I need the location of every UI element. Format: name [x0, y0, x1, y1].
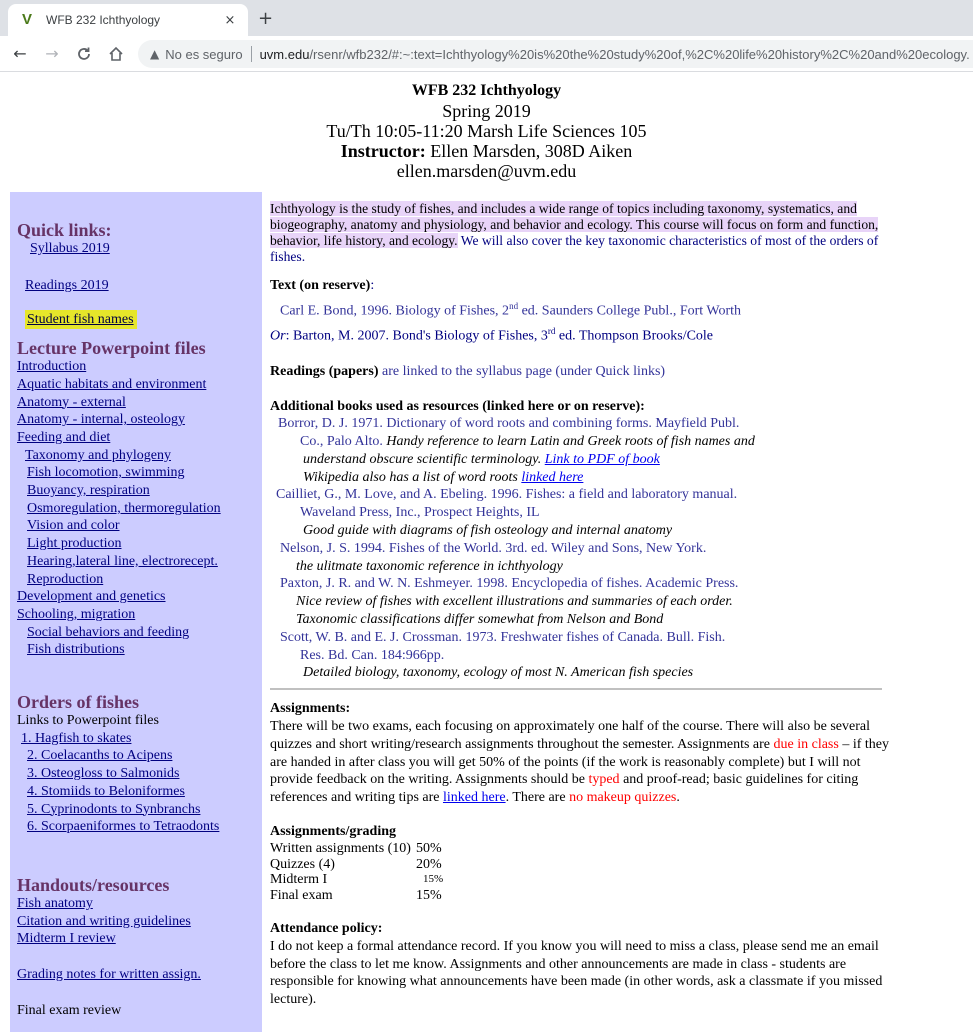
no-makeup-emphasis: no makeup quizzes: [569, 790, 677, 806]
course-title: WFB 232 Ichthyology: [411, 82, 562, 99]
ref-cailliet: Cailliet, G., M. Love, and A. Ebeling. 1996. Fishes: a field and laboratory manual.: [276, 487, 738, 503]
reload-icon[interactable]: [70, 40, 98, 68]
new-tab-button[interactable]: +: [258, 8, 274, 29]
section-divider: [270, 688, 882, 690]
instructor-label: Instructor:: [340, 141, 426, 161]
warning-icon: ▲: [150, 47, 160, 61]
url-host: uvm.edu: [259, 46, 310, 62]
superscript: nd: [509, 300, 519, 311]
assignments-text-4: . There are: [505, 790, 570, 806]
lecture-link[interactable]: Reproduction: [27, 571, 104, 587]
main-content: [270, 192, 890, 1009]
browser-toolbar: [0, 36, 973, 72]
grading-heading: Assignments/grading: [270, 824, 397, 840]
table-row: [270, 857, 443, 873]
readings-rest: are linked to the syllabus page (under Quick links): [378, 363, 666, 379]
ref-borror-note-2: [270, 451, 890, 469]
address-bar[interactable]: [138, 40, 973, 68]
readings-bold: Readings (papers): [270, 363, 379, 379]
instructor-email: ellen.marsden@uvm.edu: [396, 161, 577, 181]
ref-scott-note: Detailed biology, taxonomy, ecology of most N. American fish species: [303, 665, 694, 681]
lecture-link[interactable]: Development and genetics: [17, 589, 166, 605]
attendance-text: I do not keep a formal attendance record. If you know you will need to miss a class, please send me an email before the class to let me know. Assignments and other announcements are made in class - students are responsible for knowing what announcements have been made (in other words, ask a classmate if you missed lecture).: [270, 938, 883, 1008]
handout-link-final-review[interactable]: Final exam review: [17, 1002, 122, 1018]
reference-list: [270, 415, 890, 682]
ref-wikipedia-note: [270, 469, 890, 487]
orders-heading: Orders of fishes: [17, 692, 139, 713]
back-arrow-icon[interactable]: ←: [13, 44, 27, 63]
student-fish-names-wrapper: [17, 310, 262, 329]
quick-links-heading: Quick links:: [17, 220, 112, 240]
lecture-link[interactable]: Fish locomotion, swimming: [27, 465, 185, 481]
grading-percent: 15%: [415, 888, 442, 904]
link-writing-guidelines[interactable]: linked here: [442, 790, 506, 806]
orders-list: [17, 730, 262, 836]
or-label: Or: [270, 328, 286, 344]
ref-paxton-note-2: Taxonomic classifications differ somewhat from Nelson and Bond: [296, 612, 664, 628]
grading-percent: 20%: [415, 856, 442, 872]
order-link[interactable]: 4. Stomiids to Beloniformes: [27, 783, 185, 799]
lecture-link[interactable]: Feeding and diet: [17, 429, 111, 445]
lecture-link[interactable]: Hearing,lateral line, electrorecept.: [27, 553, 218, 569]
additional-books-heading: Additional books used as resources (linked here or on reserve):: [270, 398, 645, 414]
ref-cailliet-cont: Waveland Press, Inc., Prospect Heights, IL: [300, 505, 540, 521]
ref-borror-note: Handy reference to learn Latin and Greek roots of fish names and: [386, 434, 755, 450]
sidebar-link-readings[interactable]: Readings 2019: [25, 277, 109, 293]
grading-item: Quizzes (4): [270, 856, 335, 872]
lecture-link[interactable]: Vision and color: [27, 518, 120, 534]
assignments-text-2: – if they are handed in after class you will get 50% of the points (if the work is reasonably complete) but I will not provide feedback on the writing. Assignments should be: [270, 736, 889, 788]
textbook-barton-publisher: ed. Thompson Brooks/Cole: [555, 328, 714, 344]
tab-strip: [0, 0, 973, 36]
lecture-link[interactable]: Schooling, migration: [17, 606, 136, 622]
order-link[interactable]: 1. Hagfish to skates: [21, 730, 132, 746]
ref-cailliet-note: Good guide with diagrams of fish osteology and internal anatomy: [303, 523, 673, 539]
sidebar-link-student-fish-names[interactable]: Student fish names: [25, 310, 137, 329]
lecture-link[interactable]: Fish distributions: [27, 642, 125, 658]
home-glyph-icon: [108, 46, 124, 62]
lecture-list: [17, 358, 262, 659]
course-schedule: Tu/Th 10:05-11:20 Marsh Life Sciences 105: [326, 121, 647, 141]
grading-item: Final exam: [270, 888, 333, 904]
instructor-line: [0, 141, 973, 161]
table-row: [270, 841, 443, 857]
sidebar-link-syllabus[interactable]: Syllabus 2019: [30, 241, 110, 256]
handout-link-grading-notes[interactable]: Grading notes for written assign.: [17, 967, 201, 983]
handout-link-midterm-review[interactable]: Midterm I review: [17, 931, 116, 947]
text-heading-colon: :: [370, 278, 375, 293]
page-layout: [0, 192, 973, 1032]
handout-link-fish-anatomy[interactable]: Fish anatomy: [17, 895, 93, 911]
lecture-link[interactable]: Anatomy - internal, osteology: [17, 412, 185, 428]
url-path: /rsenr/wfb232/#:~:text=Ichthyology%20is%20the%20study%20of,%2C%20life%20history%2C%20and%20ecology.: [309, 46, 970, 62]
lecture-link[interactable]: Light production: [27, 536, 122, 552]
omnibox-divider: [251, 46, 252, 62]
handouts-heading: Handouts/resources: [17, 874, 170, 895]
order-link[interactable]: 5. Cyprinodonts to Synbranchs: [27, 801, 201, 817]
ref-scott: Scott, W. B. and E. J. Crossman. 1973. Freshwater fishes of Canada. Bull. Fish.: [280, 629, 726, 645]
course-term: Spring 2019: [442, 101, 531, 121]
link-word-roots[interactable]: linked here: [521, 469, 584, 485]
close-tab-icon[interactable]: ×: [224, 12, 236, 28]
ref-nelson-note: the ulitmate taxonomic reference in ichthyology: [296, 558, 563, 574]
course-description: [270, 201, 890, 265]
order-link[interactable]: 6. Scorpaeniformes to Tetraodonts: [27, 819, 220, 835]
order-link[interactable]: 2. Coelacanths to Acipens: [27, 748, 173, 764]
assignments-text: [270, 718, 890, 807]
ref-borror: Borror, D. J. 1971. Dictionary of word roots and combining forms. Mayfield Publ.: [278, 416, 740, 432]
table-row: [270, 872, 443, 888]
assignments-text-5: .: [676, 790, 680, 806]
lecture-link[interactable]: Anatomy - external: [17, 394, 126, 410]
textbook-bond: [270, 298, 890, 320]
tab-title: WFB 232 Ichthyology: [46, 13, 161, 27]
url-text[interactable]: [260, 47, 970, 62]
wikipedia-note-text: Wikipedia also has a list of word roots: [303, 469, 522, 485]
browser-tab[interactable]: [8, 4, 248, 36]
ref-nelson: Nelson, J. S. 1994. Fishes of the World. 3rd. ed. Wiley and Sons, New York.: [280, 540, 707, 556]
handout-link-citation-guidelines[interactable]: Citation and writing guidelines: [17, 913, 191, 929]
grading-percent: 50%: [415, 840, 442, 856]
link-pdf-of-book[interactable]: Link to PDF of book: [544, 451, 660, 467]
home-icon[interactable]: [102, 40, 130, 68]
typed-emphasis: typed: [588, 772, 620, 788]
grading-item: Written assignments (10): [270, 840, 411, 856]
page-header: [0, 72, 973, 192]
lecture-link[interactable]: Buoyancy, respiration: [27, 483, 150, 499]
text-heading: Text (on reserve): [270, 278, 371, 293]
textbook-bond-text: Carl E. Bond, 1996. Biology of Fishes, 2: [280, 303, 510, 319]
ref-paxton-note: Nice review of fishes with excellent illustrations and summaries of each order.: [296, 594, 733, 610]
textbook-bond-publisher: ed. Saunders College Publ., Fort Worth: [518, 303, 742, 319]
due-in-class-emphasis: due in class: [773, 736, 839, 752]
lecture-link[interactable]: Aquatic habitats and environment: [17, 376, 207, 392]
grading-percent: 15%: [422, 873, 444, 886]
description-rest: We will also cover the key taxonomic characteristics of most of the orders of fishes.: [270, 233, 879, 264]
textbook-barton-text: : Barton, M. 2007. Bond's Biology of Fishes, 3: [285, 328, 548, 344]
ref-paxton: Paxton, J. R. and W. N. Eshmeyer. 1998. Encyclopedia of fishes. Academic Press.: [280, 576, 739, 592]
lecture-link[interactable]: Social behaviors and feeding: [27, 624, 190, 640]
ref-borror-note-text: understand obscure scientific terminology.: [303, 451, 545, 467]
not-secure-label[interactable]: No es seguro: [165, 46, 243, 62]
lecture-link[interactable]: Introduction: [17, 359, 87, 375]
reload-glyph-icon: [76, 46, 92, 62]
assignments-heading: Assignments:: [270, 701, 351, 717]
highlighted-text-fragment: Ichthyology is the study of fishes, and includes a wide range of topics including taxonomy, systematics, and biogeography, anatomy and physiology, and behavior and ecology. This course will focus on form and function, behavior, life history, and ecology.: [270, 201, 879, 248]
uvm-favicon-icon: V: [22, 11, 33, 28]
readings-note: [270, 363, 890, 381]
assignments-text-1: There will be two exams, each focusing on approximately one half of the course. There will also be several quizzes and short writing/research assignments throughout the semester. Assignments are: [270, 719, 870, 752]
ref-scott-cont: Res. Bd. Can. 184:966pp.: [300, 647, 445, 663]
ref-borror-cont: [270, 433, 890, 451]
superscript: rd: [547, 326, 556, 337]
grading-table: [270, 841, 443, 904]
grading-item: Midterm I: [270, 872, 328, 888]
instructor-name: Ellen Marsden, 308D Aiken: [425, 141, 633, 161]
assignments-text-3: and proof-read; basic guidelines for citing references and writing tips are: [270, 772, 859, 806]
order-link[interactable]: 3. Osteogloss to Salmonids: [27, 766, 180, 782]
text-section: [270, 277, 890, 346]
sidebar: [10, 192, 262, 1032]
lecture-link[interactable]: Taxonomy and phylogeny: [25, 447, 171, 463]
textbook-barton: [270, 323, 890, 345]
lecture-files-heading: Lecture Powerpoint files: [17, 338, 206, 359]
orders-subtitle: Links to Powerpoint files: [17, 713, 159, 729]
table-row: [270, 888, 443, 904]
ref-borror-publisher: Co., Palo Alto.: [300, 434, 387, 450]
lecture-link[interactable]: Osmoregulation, thermoregulation: [27, 500, 221, 516]
attendance-heading: Attendance policy:: [270, 921, 383, 937]
forward-arrow-icon[interactable]: →: [45, 44, 59, 63]
